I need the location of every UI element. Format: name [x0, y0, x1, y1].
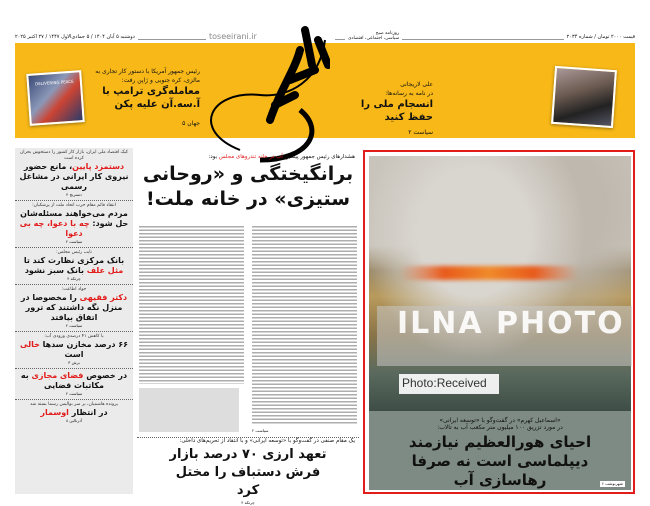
headline-red: اوسمار — [40, 408, 69, 417]
brief-item[interactable] — [15, 285, 133, 332]
brief-item[interactable] — [15, 201, 133, 248]
feature-story[interactable] — [363, 150, 635, 494]
photo-credit: Photo:Received — [399, 374, 499, 394]
news-briefs-column — [15, 148, 133, 494]
larijani-photo — [551, 66, 617, 128]
headline: تعهد ارزی ۷۰ درصد بازار فرش دستباف را مختل کرد — [169, 447, 327, 498]
headline: احیای هورالعظیم نیازمند دیپلماسی است نه صرفا رهاسازی آب — [408, 433, 592, 489]
brief-item[interactable] — [15, 369, 133, 400]
band-right-story[interactable] — [355, 80, 433, 137]
headline: در انتظار — [68, 408, 108, 417]
tagline-2: سیاسی، اجتماعی، اقتصادی — [348, 36, 400, 41]
kicker: انتقاد قائم مقام حزب اتحاد ملت از پزشکیان: — [32, 203, 116, 208]
price-issue: قیمت ۲۰۰۰ تومان / شماره ۲۰۳۴ — [564, 34, 635, 40]
headline-red: مثل علف — [86, 266, 124, 275]
tagline — [345, 31, 402, 41]
watermark-logo: ILNA PHOTO — [397, 306, 625, 341]
kicker: رئیس جمهور آمریکا با دستور کار تجاری به مالزی، کره جنوبی و ژاپن رفت: — [95, 68, 200, 84]
website-url[interactable]: toseeirani.ir — [206, 32, 260, 41]
page-ref: سیاست ۲ — [408, 129, 433, 136]
brief-item[interactable] — [15, 248, 133, 285]
headline-red: دکتر فقیهی — [79, 293, 128, 302]
headline-red: خالی — [19, 340, 40, 349]
page-ref: دسترنج ۴ — [66, 192, 82, 197]
headline: به مکاتبات قضایی — [20, 371, 104, 390]
headline: مردم می‌خواهند مسئله‌شان حل شود: — [20, 209, 129, 228]
band-left-story[interactable] — [95, 67, 200, 128]
headline: است — [64, 350, 84, 359]
page-ref: سیاست ۲ — [65, 323, 83, 328]
page-ref: سیاست ۲ — [65, 239, 83, 244]
feature-caption — [369, 411, 631, 490]
page-ref: برش ۳ — [68, 360, 80, 365]
trump-photo — [26, 70, 84, 126]
headline: بانک سبز نشود — [24, 266, 87, 275]
photo-banner: DELIVERING PEACE — [35, 78, 74, 87]
page-ref: چرتکه ۴ — [241, 500, 255, 505]
wetland-fire-photo — [369, 156, 631, 411]
kicker: بود: — [208, 154, 219, 160]
kicker-red: آب در خانه تندروهای مجلس — [218, 154, 283, 160]
headline-red: دستمزد پایین — [72, 162, 125, 171]
body-text-column — [139, 224, 244, 384]
kicker: علی لاریجانی — [400, 81, 433, 88]
body-text-column — [252, 224, 357, 424]
kicker: جواد اطاعت: — [61, 287, 87, 292]
kicker: نایب رئیس مجلس: — [56, 250, 92, 255]
main-kicker — [137, 154, 359, 160]
kicker: «اسماعیل کهرم» در گفت‌وگو با «توسعه ایرانی» — [439, 417, 561, 424]
page-ref: سیاست ۲ — [252, 428, 269, 433]
bottom-story[interactable] — [137, 438, 359, 506]
kicker: کیک اقتصاد ملی ایران، بازار کار کشور را دستخوش بحران کرده است — [19, 150, 129, 161]
headline-red: فضای مجازی — [31, 371, 84, 380]
brief-item[interactable] — [15, 332, 133, 369]
page-ref: سیاست ۲ — [65, 391, 83, 396]
watermark — [377, 306, 632, 366]
kicker: با کاهش ۴۱ درصدی ورودی آب: — [44, 334, 104, 339]
page-ref: جهان ۵ — [182, 120, 200, 127]
kicker: در مورد تزریق ۱۰۰ میلیون متر مکعب آب به تالاب: — [437, 424, 563, 431]
kicker: در نامه به رسانه‌ها: — [385, 90, 433, 97]
headline: بانک مرکزی نظارت کند تا — [23, 256, 125, 265]
headline: ، مانع حضور نیروی کار ایرانی در مشاغل رسمی — [19, 162, 129, 191]
date: دوشنبه ۵ آبان ۱۴۰۴ / ۵ جمادی‌الاول ۱۴۴۷ / ۲۷ اکتبر ۲۰۲۵ — [15, 34, 138, 40]
headline: انسجام ملی را حفظ کنید — [360, 99, 433, 123]
tagline-1: روزنامه صبح — [375, 31, 400, 36]
kicker: یک مقام صنفی در گفت‌وگو با «توسعه ایرانی» و با انتقاد از تحریم‌های داخلی: — [179, 438, 355, 444]
headline: ۶۶ درصد مخازن سدها — [39, 340, 129, 349]
page-ref: آدرنالین ۸ — [65, 418, 83, 423]
main-headline: برانگیختگی و «روحانی ستیزی» در خانه ملت! — [142, 163, 354, 210]
headline: معامله‌گری ترامپ با آ.سه.آن علیه پکن — [102, 86, 200, 110]
page-ref: چرتکه ۴ — [67, 276, 81, 281]
headline-red: چه با دعوا، چه بی دعوا — [19, 219, 90, 238]
kicker: پرونده هاشمیان، بر سر بوالیس رسما بسته شد — [30, 402, 118, 407]
fire — [399, 266, 579, 280]
page-ref: شهرنوشت ۶ — [601, 481, 623, 486]
brief-item[interactable] — [15, 148, 133, 201]
brief-item[interactable] — [15, 400, 133, 426]
headline: در خصوص — [83, 371, 128, 380]
headline: را مخصوصا در منزل نگه داشتند که ترور اتفاق بیافتد — [20, 293, 123, 322]
inset-box — [139, 388, 239, 432]
kicker: هشدارهای رئیس جمهور پیشین — [282, 154, 355, 160]
newspaper-logo — [200, 10, 330, 170]
